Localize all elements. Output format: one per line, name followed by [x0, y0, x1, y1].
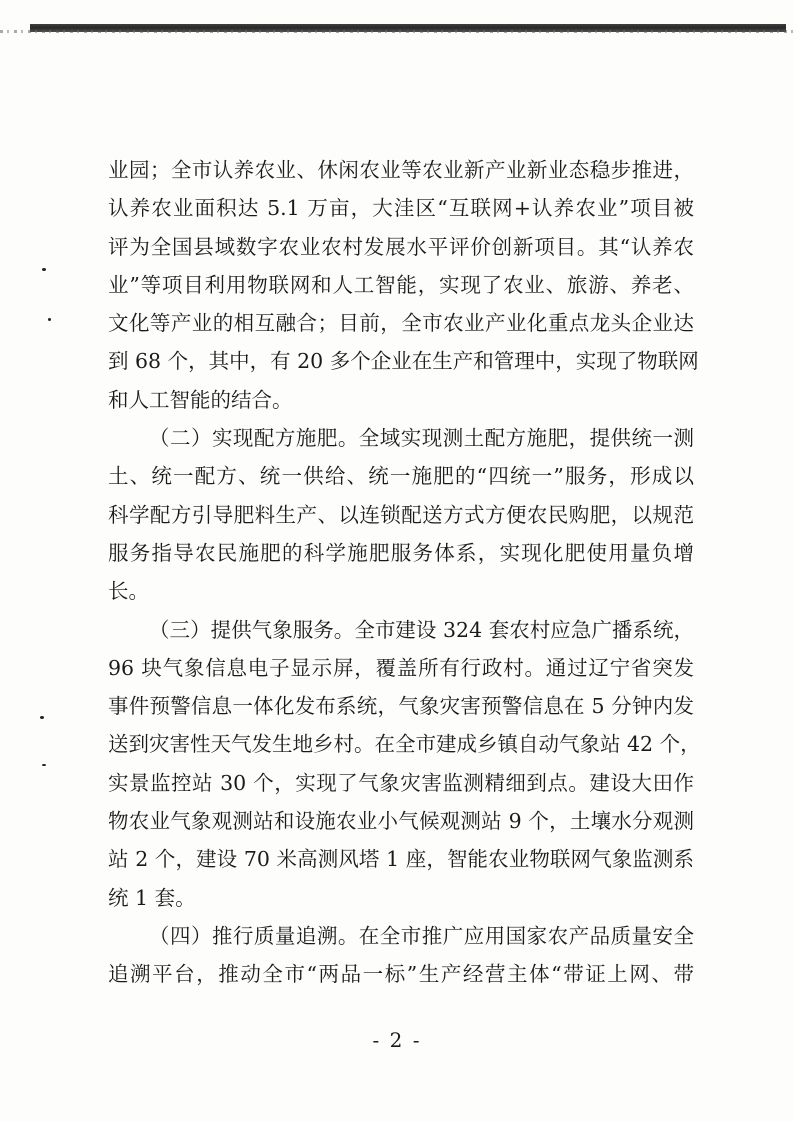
text-line: 统 1 套。 — [108, 885, 196, 910]
text-line: （二）实现配方施肥。全域实现测土配方施肥，提供统一测 — [149, 426, 694, 451]
text-line: 长。 — [108, 579, 149, 604]
text-line: 认养农业面积达 5.1 万亩，大洼区“互联网+认养农业”项目被 — [108, 196, 694, 221]
text-line: 业”等项目利用物联网和人工智能，实现了农业、旅游、养老、 — [108, 272, 694, 297]
text-line: 业园；全市认养农业、休闲农业等农业新产业新业态稳步推进， — [108, 158, 694, 182]
page-number: - 2 - — [372, 1028, 422, 1052]
text-line: 评为全国县域数字农业农村发展水平评价创新项目。其“认养农 — [108, 234, 694, 259]
scan-border-noise — [0, 30, 794, 33]
scan-speck — [40, 716, 44, 719]
text-line: 土、统一配方、统一供给、统一施肥的“四统一”服务，形成以 — [108, 464, 694, 489]
text-line: 服务指导农民施肥的科学施肥服务体系，实现化肥使用量负增 — [108, 540, 694, 565]
text-line: （三）提供气象服务。全市建设 324 套农村应急广播系统， — [149, 617, 694, 642]
text-line: 送到灾害性天气发生地乡村。在全市建成乡镇自动气象站 42 个， — [108, 732, 701, 757]
text-line: 物农业气象观测站和设施农业小气候观测站 9 个，土壤水分观测 — [108, 809, 694, 834]
text-line: 科学配方引导肥料生产、以连锁配送方式方便农民购肥，以规范 — [108, 502, 694, 527]
scan-speck — [42, 268, 46, 271]
text-line: 事件预警信息一体化发布系统，气象灾害预警信息在 5 分钟内发 — [108, 694, 694, 719]
text-line: 实景监控站 30 个，实现了气象灾害监测精细到点。建设大田作 — [108, 770, 694, 795]
text-line: （四）推行质量追溯。在全市推广应用国家农产品质量安全 — [149, 923, 694, 948]
scan-speck — [48, 318, 51, 321]
text-line: 到 68 个，其中，有 20 多个企业在生产和管理中，实现了物联网 — [108, 349, 699, 374]
text-line: 和人工智能的结合。 — [108, 387, 293, 412]
document-body — [108, 151, 701, 994]
text-line: 96 块气象信息电子显示屏，覆盖所有行政村。通过辽宁省突发 — [108, 655, 694, 680]
text-line: 站 2 个，建设 70 米高测风塔 1 座，智能农业物联网气象监测系 — [108, 847, 694, 872]
scan-speck — [42, 764, 46, 766]
text-line: 追溯平台，推动全市“两品一标”生产经营主体“带证上网、带 — [108, 962, 694, 987]
text-line: 文化等产业的相互融合；目前，全市农业产业化重点龙头企业达 — [108, 311, 694, 336]
